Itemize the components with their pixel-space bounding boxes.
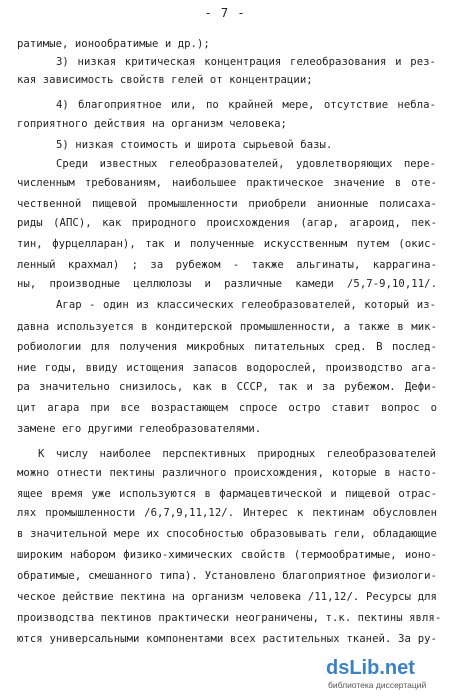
text-line: производства пектинов практически неограничены, т.к. пектины явля- [17,612,442,624]
text-line: численным требованиям, наибольшее практическое значение в оте- [17,177,437,189]
text-line: 4) благоприятное или, по крайней мере, отсутствие небла- [56,99,436,111]
text-line: в значительной мере их способностью образовывать гели, обладающие [17,528,437,540]
text-line: робиологии для получения микробных питательных сред. В послед- [17,341,437,353]
text-line: можно отнести пектины различного происхождения, которые в насто- [17,467,437,479]
text-line: ра значительно снизилось, как в СССР, так и за рубежом. Дефи- [17,381,437,393]
text-line: ленный крахмал) ; за рубежом - также альгинаты, каррагина- [17,259,437,271]
page-number: - 7 - [204,6,246,20]
text-line: гоприятного действия на организм человека; [17,118,287,130]
text-line: ящее время уже используются в фармацевтической и пищевой отрас- [17,488,437,500]
text-line: ются универсальными компонентами всех растительных тканей. За ру- [17,633,437,645]
text-line: чественной пищевой промышленности приобрели анионные полисаха- [17,198,437,210]
text-line: 3) низкая критическая концентрация гелеобразования и рез- [56,56,436,68]
text-line: ние годы, ввиду истощения запасов водорослей, производство ага- [17,362,437,374]
text-line: К числу наиболее перспективных природных гелеобразователей [38,448,436,460]
text-line: ратимые, ионообратимые и др.); [17,38,210,50]
text-line: давна используется в кондитерской промышленности, а также в мик- [17,321,437,333]
text-line: обратимые, смешанного типа). Установлено благоприятное физиологи- [17,570,437,582]
watermark-subtitle: библиотека диссертаций [328,680,427,690]
text-line: кая зависимость свойств гелей от концентрации; [17,74,313,86]
watermark-brand: dsLib.net [326,657,415,679]
text-line: риды (АПС), как природного происхождения (агар, агароид, пек- [17,217,437,229]
text-line: Агар - один из классических гелеобразователей, который из- [56,299,436,311]
text-line: Среди известных гелеобразователей, удовлетворяющих пере- [56,158,436,170]
text-line: лях промышленности /6,7,9,11,12/. Интерес к пектинам обусловлен [17,507,437,519]
text-line: ны, производные целлюлозы и различные камеди /5,7-9,10,11/. [17,278,437,290]
text-line: ческое действие пектина на организм человека /11,12/. Ресурсы для [17,591,437,603]
text-line: тин, фурцелларан), так и полученные искусственным путем (окис- [17,238,437,250]
text-line: широким набором физико-химических свойств (термообратимые, ионо- [17,549,437,561]
text-line: цит агара при все возрастающем спросе остро ставит вопрос о [17,402,437,414]
text-line: замене его другими гелеобразователями. [17,423,262,435]
dslib-watermark [322,654,446,694]
text-line: 5) низкая стоимость и широта сырьевой базы. [56,139,333,151]
